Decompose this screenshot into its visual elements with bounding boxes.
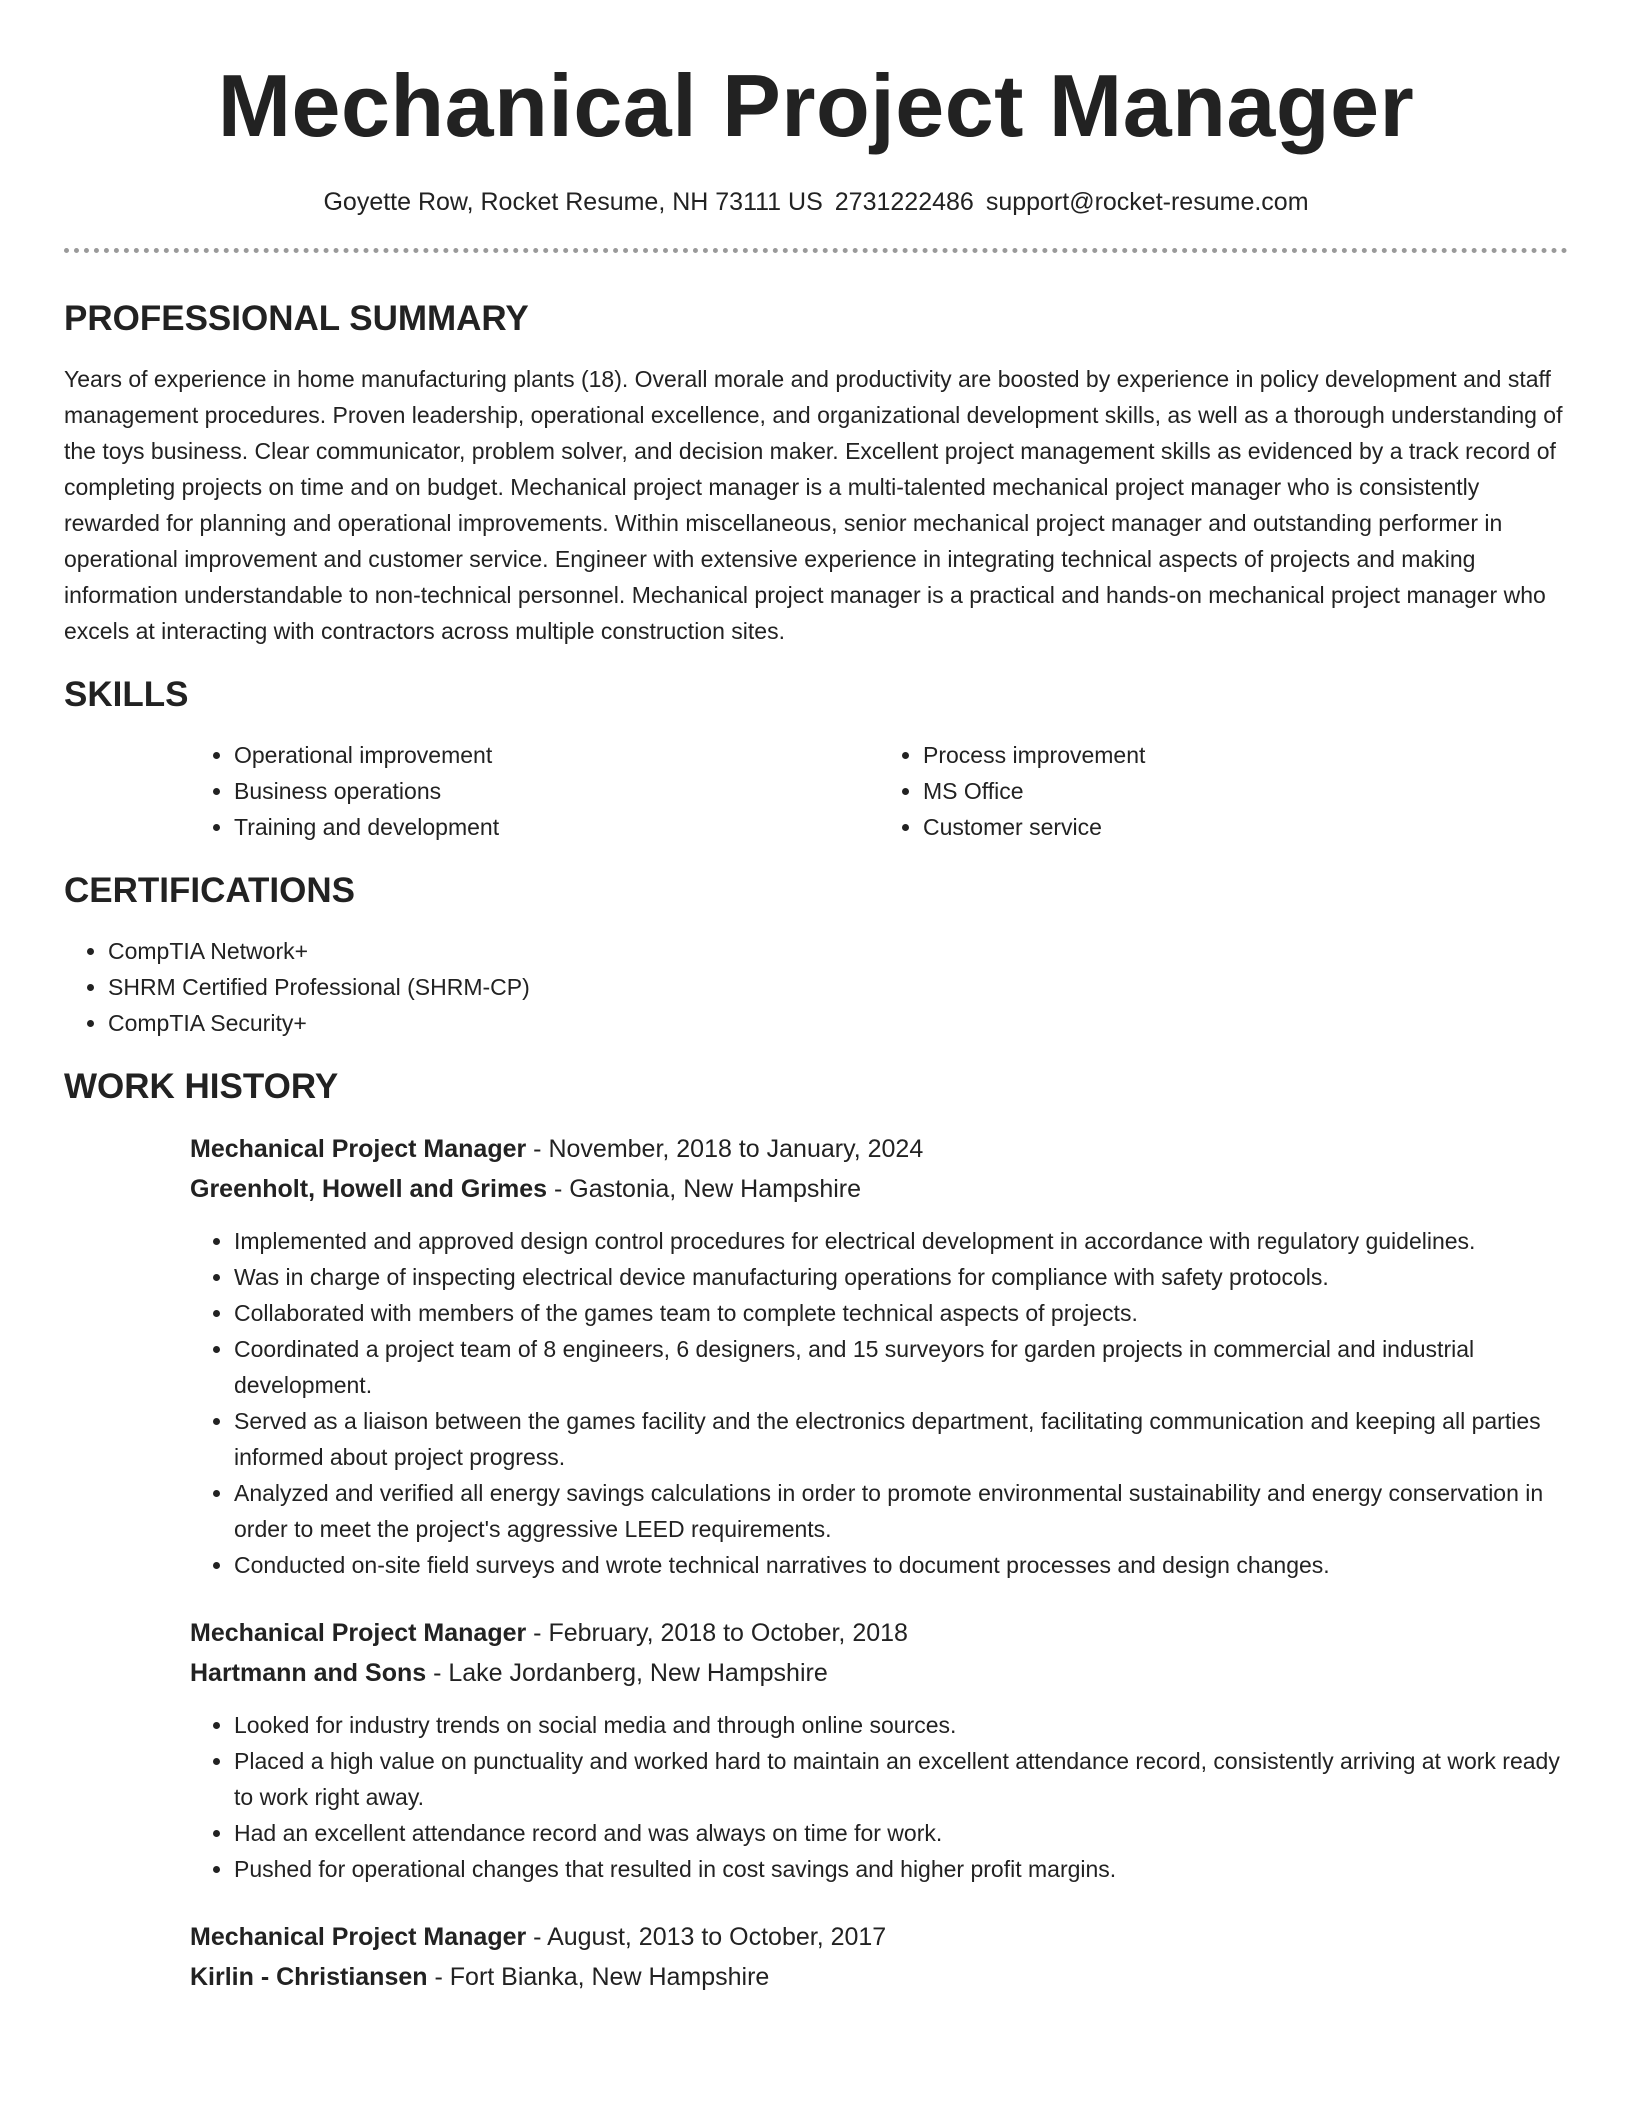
job-role: Mechanical Project Manager <box>190 1135 527 1163</box>
certification-item: • SHRM Certified Professional (SHRM-CP) <box>108 969 1568 1005</box>
skill-item: • Customer service <box>923 809 1568 845</box>
contact-address: Goyette Row, Rocket Resume, NH 73111 US <box>323 188 823 216</box>
contact-line <box>64 184 1568 220</box>
job-dates: - February, 2018 to October, 2018 <box>526 1619 908 1647</box>
job-entry <box>190 1129 1568 1583</box>
job-dates: - August, 2013 to October, 2017 <box>526 1923 887 1951</box>
certification-item: • CompTIA Security+ <box>108 1005 1568 1041</box>
summary-section <box>64 297 1568 649</box>
job-location: - Lake Jordanberg, New Hampshire <box>426 1659 828 1687</box>
contact-email: support@rocket-resume.com <box>985 188 1309 216</box>
job-bullet: • Had an excellent attendance record and was always on time for work. <box>234 1815 1568 1851</box>
job-bullet: • Collaborated with members of the games team to complete technical aspects of projects. <box>234 1295 1568 1331</box>
job-bullets <box>190 1223 1568 1583</box>
contact-phone: 2731222486 <box>834 188 974 216</box>
header-divider <box>64 248 1568 253</box>
work-section <box>64 1065 1568 1997</box>
job-company: Hartmann and Sons <box>190 1659 427 1687</box>
resume-name: Mechanical Project Manager <box>217 56 1415 155</box>
job-location: - Fort Bianka, New Hampshire <box>427 1963 770 1991</box>
job-company-line <box>190 1653 1568 1693</box>
job-entry <box>190 1917 1568 1997</box>
job-bullet: • Looked for industry trends on social media and through online sources. <box>234 1707 1568 1743</box>
skill-item: • Training and development <box>234 809 879 845</box>
job-dates: - November, 2018 to January, 2024 <box>526 1135 924 1163</box>
job-company: Kirlin - Christiansen <box>190 1963 428 1991</box>
job-company-line <box>190 1169 1568 1209</box>
skill-item: • MS Office <box>923 773 1568 809</box>
certifications-title: CERTIFICATIONS <box>64 871 356 910</box>
job-company-line <box>190 1957 1568 1997</box>
work-title: WORK HISTORY <box>64 1067 339 1106</box>
job-bullet: • Was in charge of inspecting electrical device manufacturing operations for compliance with safety protocols. <box>234 1259 1568 1295</box>
job-title-line <box>190 1613 1568 1653</box>
skills-list-left <box>190 737 879 845</box>
skills-grid <box>190 737 1568 845</box>
job-bullets <box>190 1707 1568 1887</box>
skills-title: SKILLS <box>64 675 189 714</box>
job-company: Greenholt, Howell and Grimes <box>190 1175 548 1203</box>
skills-list-right <box>879 737 1568 845</box>
job-bullet: • Analyzed and verified all energy savings calculations in order to promote environmental sustainability and energy conservation in order to meet the project's aggressive LEED requirements. <box>234 1475 1568 1547</box>
job-role: Mechanical Project Manager <box>190 1923 527 1951</box>
job-bullet: • Conducted on-site field surveys and wrote technical narratives to document processes and design changes. <box>234 1547 1568 1583</box>
job-role: Mechanical Project Manager <box>190 1619 527 1647</box>
job-bullet: • Placed a high value on punctuality and worked hard to maintain an excellent attendance record, consistently arriving at work ready to work right away. <box>234 1743 1568 1815</box>
certifications-list <box>64 933 1568 1041</box>
job-location: - Gastonia, New Hampshire <box>547 1175 862 1203</box>
summary-text: Years of experience in home manufacturing plants (18). Overall morale and productivity are boosted by experience in policy development and staff management procedures. Proven leadership, operational excellence, and organizational development skills, as well as a thorough understanding of the toys business. Clear communicator, problem solver, and decision maker. Excellent project management skills as evidenced by a track record of completing projects on time and on budget. Mechanical project manager is a multi-talented mechanical project manager who is consistently rewarded for planning and operational improvements. Within miscellaneous, senior mechanical project manager and outstanding performer in operational improvement and customer service. Engineer with extensive experience in integrating technical aspects of projects and making information understandable to non-technical personnel. Mechanical project manager is a practical and hands-on mechanical project manager who excels at interacting with contractors across multiple construction sites. <box>64 366 1563 644</box>
resume-page <box>64 0 1568 1997</box>
skill-item: • Operational improvement <box>234 737 879 773</box>
certification-item: • CompTIA Network+ <box>108 933 1568 969</box>
skills-section <box>64 673 1568 845</box>
skill-item: • Process improvement <box>923 737 1568 773</box>
job-entry <box>190 1613 1568 1887</box>
job-bullet: • Coordinated a project team of 8 engineers, 6 designers, and 15 surveyors for garden projects in commercial and industrial development. <box>234 1331 1568 1403</box>
summary-title: PROFESSIONAL SUMMARY <box>64 299 529 338</box>
job-title-line <box>190 1917 1568 1957</box>
job-bullet: • Served as a liaison between the games facility and the electronics department, facilitating communication and keeping all parties informed about project progress. <box>234 1403 1568 1475</box>
job-title-line <box>190 1129 1568 1169</box>
job-bullet: • Pushed for operational changes that resulted in cost savings and higher profit margins. <box>234 1851 1568 1887</box>
skill-item: • Business operations <box>234 773 879 809</box>
certifications-section <box>64 869 1568 1041</box>
job-bullet: • Implemented and approved design control procedures for electrical development in accordance with regulatory guidelines. <box>234 1223 1568 1259</box>
